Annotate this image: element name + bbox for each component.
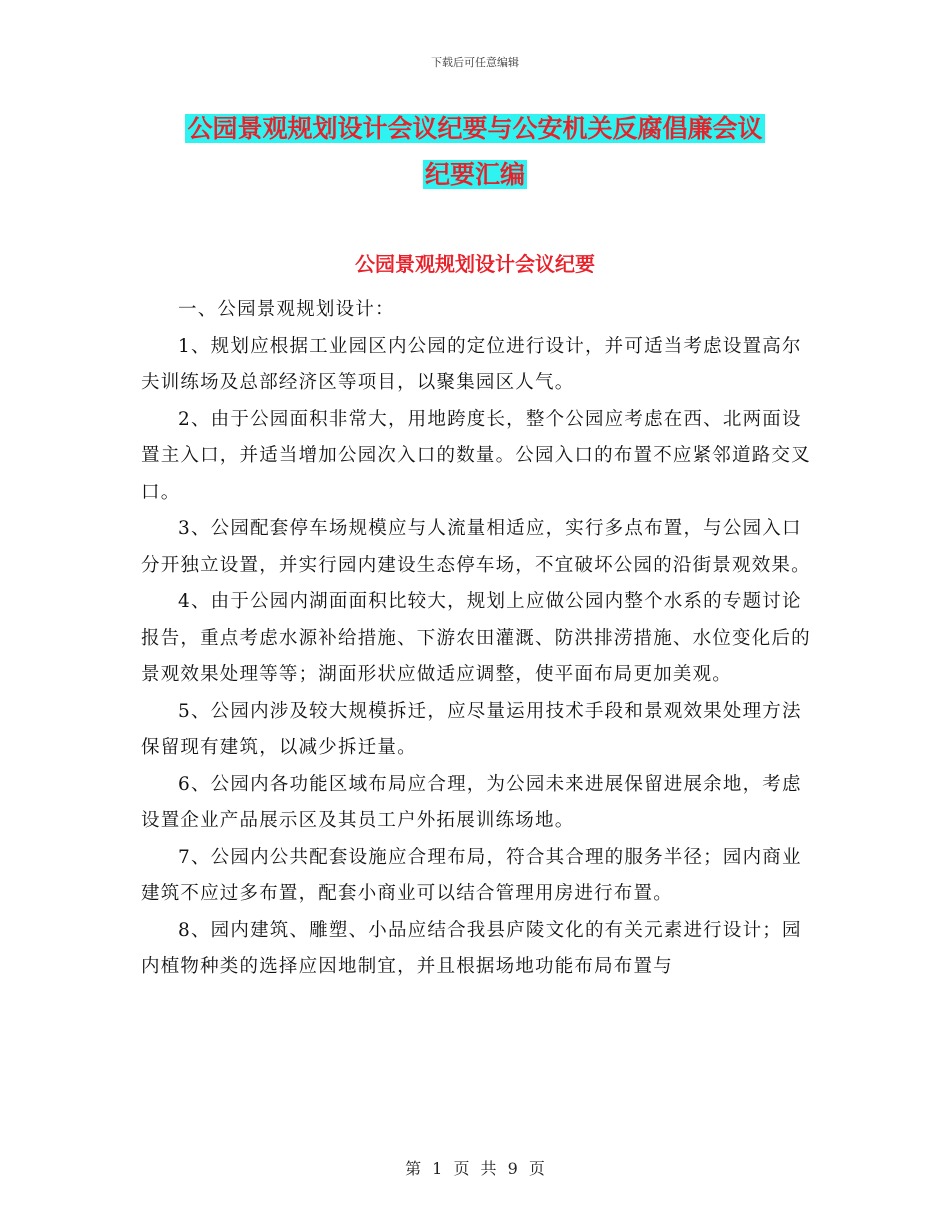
page-footer: 第 1 页 共 9 页	[405, 1159, 545, 1178]
paragraph: 8、园内建筑、雕塑、小品应结合我县庐陵文化的有关元素进行设计；园内植物种类的选择应因地制宜，并且根据场地功能布局布置与	[141, 919, 802, 977]
document-title-line-2: 纪要汇编	[424, 160, 525, 189]
paragraph-heading: 一、公园景观规划设计：	[178, 299, 395, 320]
document-title	[0, 106, 950, 198]
paragraph: 2、由于公园面积非常大，用地跨度长，整个公园应考虑在西、北两面设置主入口，并适当增加公园次入口的数量。公园入口的布置不应紧邻道路交叉口。	[141, 408, 811, 503]
document-body	[141, 292, 813, 986]
document-title-line-1: 公园景观规划设计会议纪要与公安机关反腐倡廉会议	[187, 114, 763, 143]
paragraph: 1、规划应根据工业园区内公园的定位进行设计，并可适当考虑设置高尔夫训练场及总部经济区等项目，以聚集园区人气。	[141, 335, 802, 393]
header-note: 下载后可任意编辑	[431, 56, 519, 69]
paragraph: 3、公园配套停车场规模应与人流量相适应，实行多点布置，与公园入口分开独立设置，并实行园内建设生态停车场，不宜破坏公园的沿街景观效果。	[141, 518, 811, 576]
section-title: 公园景观规划设计会议纪要	[355, 252, 595, 276]
paragraph: 5、公园内涉及较大规模拆迁，应尽量运用技术手段和景观效果处理方法保留现有建筑，以减少拆迁量。	[141, 700, 802, 758]
paragraph: 4、由于公园内湖面面积比较大，规划上应做公园内整个水系的专题讨论报告，重点考虑水源补给措施、下游农田灌溉、防洪排涝措施、水位变化后的景观效果处理等等；湖面形状应做适应调整，使平面布局更加美观。	[141, 591, 811, 685]
paragraph: 7、公园内公共配套设施应合理布局，符合其合理的服务半径；园内商业建筑不应过多布置，配套小商业可以结合管理用房进行布置。	[141, 846, 802, 904]
paragraph: 6、公园内各功能区域布局应合理，为公园未来进展保留进展余地，考虑设置企业产品展示区及其员工户外拓展训练场地。	[141, 773, 802, 831]
